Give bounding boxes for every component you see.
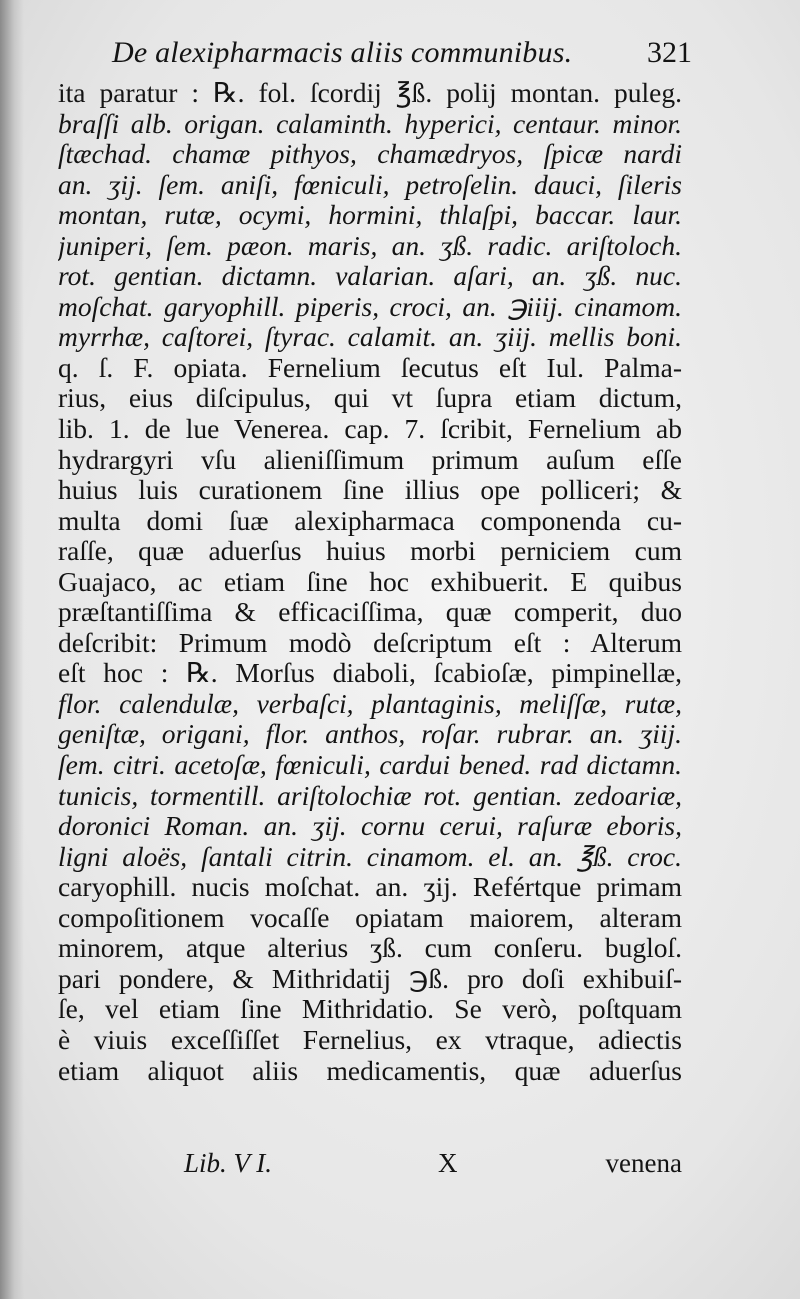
text-line: ſem. citri. acetoſæ, fœniculi, cardui bened. rad dictamn. xyxy=(58,750,682,781)
text-line: etiam aliquot aliis medicamentis, quæ aduerſus xyxy=(58,1055,682,1086)
text-line: myrrhæ, caſtorei, ſtyrac. calamit. an. ʒiij. mellis boni. xyxy=(58,322,682,353)
text-line: braſſi alb. origan. calaminth. hyperici, centaur. minor. xyxy=(58,108,682,139)
text-line: hydrargyri vſu alieniſſimum primum auſum eſſe xyxy=(58,444,682,475)
text-line: præſtantiſſima & efficaciſſima, quæ comperit, duo xyxy=(58,597,682,628)
text-line: raſſe, quæ aduerſus huius morbi perniciem cum xyxy=(58,536,682,567)
text-line: juniperi, ſem. pæon. maris, an. ʒß. radic. ariſtoloch. xyxy=(58,230,682,261)
text-line: ligni aloës, ſantali citrin. cinamom. el. an. ℥ß. croc. xyxy=(58,841,682,872)
text-line: huius luis curationem ſine illius ope polliceri; & xyxy=(58,475,682,506)
text-line: pari pondere, & Mithridatij ℈ß. pro doſi exhibuiſ- xyxy=(58,963,682,994)
text-line: tunicis, tormentill. ariſtolochiæ rot. gentian. zedoariæ, xyxy=(58,780,682,811)
text-line: an. ʒij. ſem. aniſi, fœniculi, petroſelin. dauci, ſileris xyxy=(58,169,682,200)
text-line: q. ſ. F. opiata. Fernelium ſecutus eſt Iul. Palma- xyxy=(58,352,682,383)
text-line: doronici Roman. an. ʒij. cornu cerui, raſuræ eboris, xyxy=(58,811,682,842)
text-line: lib. 1. de lue Venerea. cap. 7. ſcribit, Fernelium ab xyxy=(58,414,682,445)
page-number: 321 xyxy=(647,36,692,69)
text-line: minorem, atque alterius ʒß. cum conſeru. bugloſ. xyxy=(58,933,682,964)
text-line: Guajaco, ac etiam ſine hoc exhibuerit. E quibus xyxy=(58,566,682,597)
text-line: montan, rutæ, ocymi, hormini, thlaſpi, baccar. laur. xyxy=(58,200,682,231)
page-footer xyxy=(58,1148,682,1182)
book-signature: Lib. V I. xyxy=(184,1148,273,1178)
text-line: compoſitionem vocaſſe opiatam maiorem, alteram xyxy=(58,902,682,933)
text-block xyxy=(58,78,682,1086)
running-title: De alexipharmacis aliis communibus. xyxy=(112,36,573,69)
text-line: caryophill. nucis moſchat. an. ʒij. Refértque primam xyxy=(58,872,682,903)
text-line: multa domi ſuæ alexipharmaca componenda cu- xyxy=(58,505,682,536)
binding-gutter-shadow xyxy=(0,0,24,1299)
text-line: deſcribit: Primum modò deſcriptum eſt : Alterum xyxy=(58,627,682,658)
text-line: ſe, vel etiam ſine Mithridatio. Se verò, poſtquam xyxy=(58,994,682,1025)
catchword: venena xyxy=(605,1148,682,1178)
text-line: eſt hoc : ℞. Morſus diaboli, ſcabioſæ, pimpinellæ, xyxy=(58,658,682,689)
text-line: ita paratur : ℞. fol. ſcordij ℥ß. polij montan. puleg. xyxy=(58,78,682,108)
text-line: ſtæchad. chamæ pithyos, chamædryos, ſpicæ nardi xyxy=(58,139,682,170)
gathering-mark: X xyxy=(438,1148,458,1178)
text-line: è viuis exceſſiſſet Fernelius, ex vtraque, adiectis xyxy=(58,1024,682,1055)
text-line: moſchat. garyophill. piperis, croci, an. ℈iiij. cinamom. xyxy=(58,291,682,322)
text-line: rot. gentian. dictamn. valarian. aſari, an. ʒß. nuc. xyxy=(58,261,682,292)
text-line: rius, eius diſcipulus, qui vt ſupra etiam dictum, xyxy=(58,383,682,414)
text-line: flor. calendulæ, verbaſci, plantaginis, meliſſæ, rutæ, xyxy=(58,688,682,719)
page-header xyxy=(112,36,692,76)
text-line: geniſtæ, origani, flor. anthos, roſar. rubrar. an. ʒiij. xyxy=(58,719,682,750)
